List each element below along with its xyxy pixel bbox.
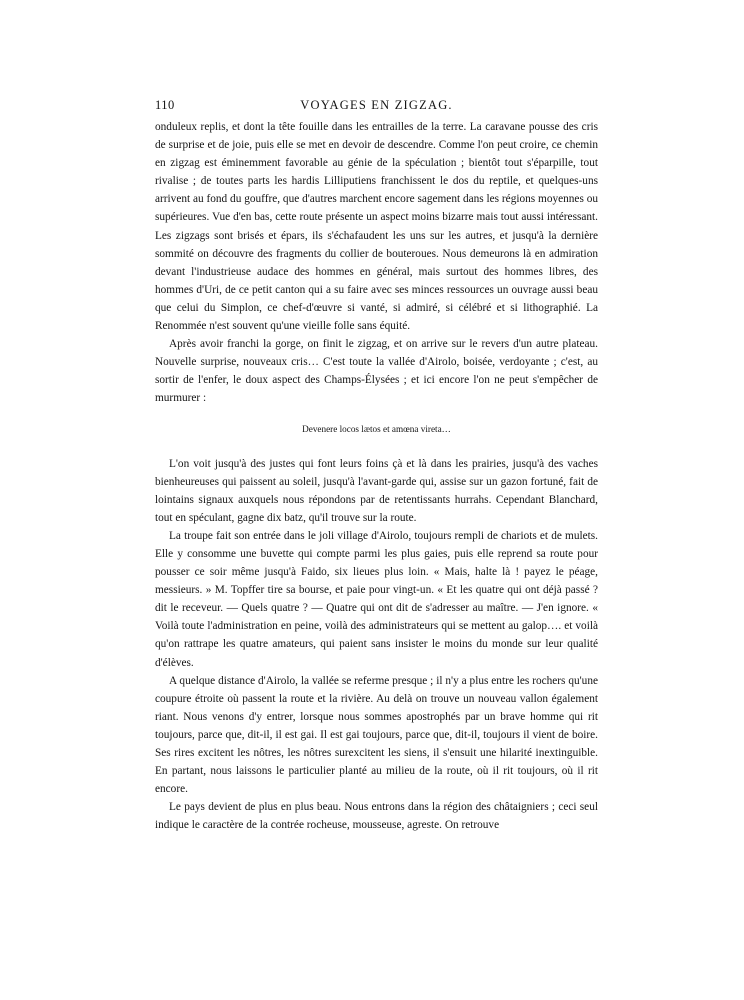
paragraph-1: onduleux replis, et dont la tête fouille dans les entrailles de la terre. La caravane pousse des cris de surprise et de joie, puis elle se met en devoir de descendre. Comme l'on peut croire, ce chemin en zigzag est éminemment favorable au génie de la spéculation ; bientôt tout s'éparpille, tout rivalise ; de toutes parts les hardis Lilliputiens franchissent le dos du reptile, et quelques-uns arrivent au fond du gouffre, que d'autres marchent encore sagement dans les régions moyennes ou supérieures. Vue d'en bas, cette route présente un aspect moins bizarre mais tout aussi intéressant. Les zigzags sont brisés et épars, ils s'échafaudent les uns sur les autres, et jusqu'à la dernière sommité on découvre des fragments du collier de bouteroues. Nous demeurons là en admiration devant l'industrieuse audace des hommes en général, mais surtout des hommes libres, des hommes d'Uri, de ce petit canton qui a su faire avec ses minces ressources un ouvrage aussi beau que celui du Simplon, ce chef-d'œuvre si vanté, si admiré, si célébré et si lithographié. La Renommée n'est souvent qu'une vieille folle sans équité. [155,121,598,333]
page-number: 110 [155,98,175,112]
paragraph-4: La troupe fait son entrée dans le joli village d'Airolo, toujours rempli de chariots et de mulets. Elle y consomme une buvette qui compte parmi les plus gaies, puis elle reprend sa route pour pousser ce soir même jusqu'à Faido, six lieues plus loin. « Mais, halte là ! payez le péage, messieurs. » M. Topffer tire sa bourse, et paie pour vingt-un. « Et les quatre qui ont déjà passé ? dit le receveur. — Quels quatre ? — Quatre qui ont dit de s'adresser au maître. — J'en ignore. « Voilà toute l'administration en peine, voilà des administrateurs qui se mettent au galop…. et voilà qu'on rattrape les quatre amateurs, qui paient sans insister le moins du monde sur leur qualité d'élèves. [155,529,598,669]
paragraph-2: Après avoir franchi la gorge, on finit le zigzag, et on arrive sur le revers d'un autre plateau. Nouvelle surprise, nouveaux cris… C'est toute la vallée d'Airolo, boisée, verdoyante ; c'est, au sortir de l'enfer, le doux aspect des Champs-Élysées ; et ici encore l'on ne peut s'empêcher de murmurer : [155,338,598,405]
book-page [155,98,598,834]
paragraph-3: L'on voit jusqu'à des justes qui font leurs foins çà et là dans les prairies, jusqu'à des vaches bienheureuses qui paissent au soleil, jusqu'à l'avant-garde qui, assise sur un gazon fortuné, fait de lointains signaux auxquels nous répondons par de retentissants hurrahs. Cependant Blanchard, tout en spéculant, gagne dix batz, qu'il trouve sur la route. [155,457,598,524]
paragraph-5: A quelque distance d'Airolo, la vallée se referme presque ; il n'y a plus entre les rochers qu'une coupure étroite où passent la route et la rivière. Au delà on trouve un nouveau vallon également riant. Nous venons d'y entrer, lorsque nous sommes apostrophés par un brave homme qui rit toujours, parce que, dit-il, il est gai. Il est gai toujours, parce que, dit-il, toujours il vient de boire. Ses rires excitent les nôtres, les nôtres surexcitent les siens, il s'ensuit une hilarité inextinguible. En partant, nous laissons le particulier planté au milieu de la route, où il rit toujours, où il rit encore. [155,674,598,796]
paragraph-6: Le pays devient de plus en plus beau. Nous entrons dans la région des châtaigniers ; ceci seul indique le caractère de la contrée rocheuse, mousseuse, agreste. On retrouve [155,801,598,832]
latin-quotation: Devenere locos lætos et amœna vireta… [302,423,451,434]
running-title: VOYAGES EN ZIGZAG. [300,98,453,112]
running-head [155,98,598,118]
